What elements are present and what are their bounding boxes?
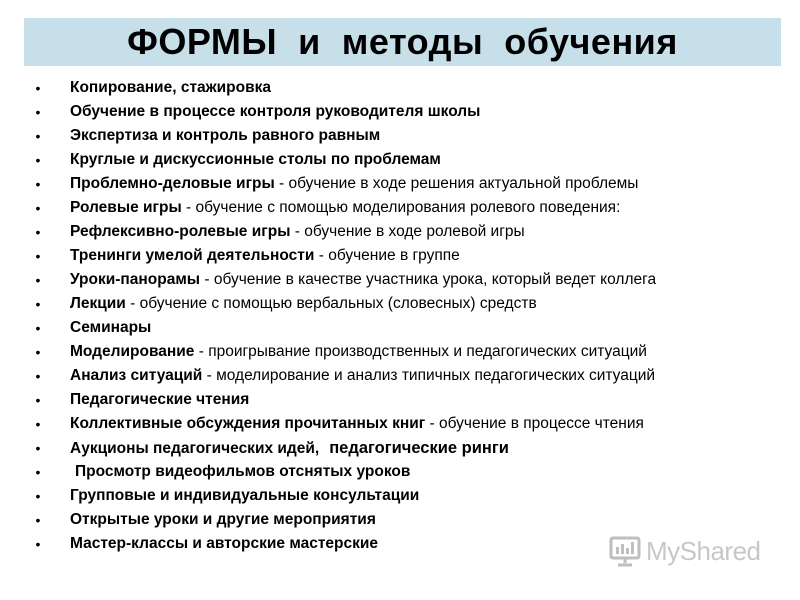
list-item <box>32 340 772 364</box>
bullet-dot: • <box>35 512 41 528</box>
list-item <box>32 148 772 172</box>
item-description: проигрывание производственных и педагогических ситуаций <box>208 343 647 360</box>
item-term: Семинары <box>70 319 152 336</box>
item-term: Просмотр видеофильмов отснятых уроков <box>75 463 411 480</box>
presentation-board-icon <box>608 534 642 568</box>
item-term: Анализ ситуаций <box>70 367 203 384</box>
item-term: Мастер-классы и авторские мастерские <box>70 535 379 552</box>
list-item <box>32 292 772 316</box>
bullet-dot: • <box>35 392 41 408</box>
bullet-dot: • <box>35 224 41 240</box>
list-item <box>32 76 772 100</box>
item-term: Лекции <box>70 295 126 312</box>
item-term: Коллективные обсуждения прочитанных книг <box>70 415 426 432</box>
bullet-dot: • <box>35 272 41 288</box>
list-item <box>32 364 772 388</box>
list-item <box>32 244 772 268</box>
list-item <box>32 100 772 124</box>
list-item <box>32 220 772 244</box>
bullet-dot: • <box>35 488 41 504</box>
item-term: Аукционы педагогических идей, <box>70 440 320 457</box>
item-description: обучение в процессе чтения <box>438 415 644 432</box>
bullet-dot: • <box>35 344 41 360</box>
item-term: Тренинги умелой деятельности <box>70 247 315 264</box>
item-term: Копирование, стажировка <box>70 79 272 96</box>
bullet-dot: • <box>35 536 41 552</box>
list-item <box>32 268 772 292</box>
bullet-dot: • <box>35 416 41 432</box>
item-separator: - <box>274 175 289 192</box>
item-description: обучение с помощью моделирования ролевого поведения: <box>195 199 621 216</box>
bullet-dot: • <box>35 80 41 96</box>
title-bar <box>24 18 781 66</box>
bullet-dot: • <box>35 128 41 144</box>
bullet-dot: • <box>35 296 41 312</box>
item-term: Круглые и дискуссионные столы по проблемам <box>70 151 441 168</box>
bullet-dot: • <box>35 464 41 480</box>
item-extra: педагогические ринги <box>329 439 509 457</box>
item-description: обучение с помощью вербальных (словесных) средств <box>139 295 537 312</box>
bullet-dot: • <box>35 368 41 384</box>
item-term: Проблемно-деловые игры <box>70 175 275 192</box>
bullet-dot: • <box>35 320 41 336</box>
list-item <box>32 436 772 460</box>
list-item <box>32 508 772 532</box>
item-separator: - <box>200 271 214 288</box>
item-description: обучение в качестве участника урока, который ведет коллега <box>213 271 657 288</box>
item-term: Обучение в процессе контроля руководителя школы <box>70 103 481 120</box>
item-separator: - <box>314 247 329 264</box>
list-item <box>32 172 772 196</box>
item-separator: - <box>290 223 305 240</box>
list-item <box>32 316 772 340</box>
bullet-dot: • <box>35 176 41 192</box>
bullet-dot: • <box>35 104 41 120</box>
item-term: Экспертиза и контроль равного равным <box>70 127 381 144</box>
watermark-text: MyShared <box>646 535 761 566</box>
item-term: Моделирование <box>70 343 195 360</box>
item-term: Уроки-панорамы <box>70 271 201 288</box>
list-item <box>32 460 772 484</box>
bullet-dot: • <box>35 200 41 216</box>
list-item <box>32 124 772 148</box>
item-separator: - <box>181 199 196 216</box>
item-description: обучение в ходе решения актуальной проблемы <box>288 175 639 192</box>
item-description: моделирование и анализ типичных педагогических ситуаций <box>216 367 656 384</box>
item-separator: - <box>425 415 439 432</box>
item-term: Рефлексивно-ролевые игры <box>70 223 291 240</box>
bullet-dot: • <box>35 440 41 456</box>
bullet-dot: • <box>35 248 41 264</box>
item-separator: - <box>202 367 217 384</box>
slide-title: ФОРМЫ и методы обучения <box>127 21 678 62</box>
watermark-logo <box>608 534 761 568</box>
item-separator: - <box>194 343 209 360</box>
item-description: обучение в группе <box>328 247 460 264</box>
item-term: Педагогические чтения <box>70 391 250 408</box>
list-item <box>32 388 772 412</box>
bullet-list <box>32 76 772 556</box>
item-description: обучение в ходе ролевой игры <box>304 223 525 240</box>
list-item <box>32 412 772 436</box>
item-separator: - <box>125 295 140 312</box>
item-term: Ролевые игры <box>70 199 182 216</box>
item-term: Открытые уроки и другие мероприятия <box>70 511 376 528</box>
item-term: Групповые и индивидуальные консультации <box>70 487 420 504</box>
list-item <box>32 484 772 508</box>
list-item <box>32 196 772 220</box>
bullet-dot: • <box>35 152 41 168</box>
